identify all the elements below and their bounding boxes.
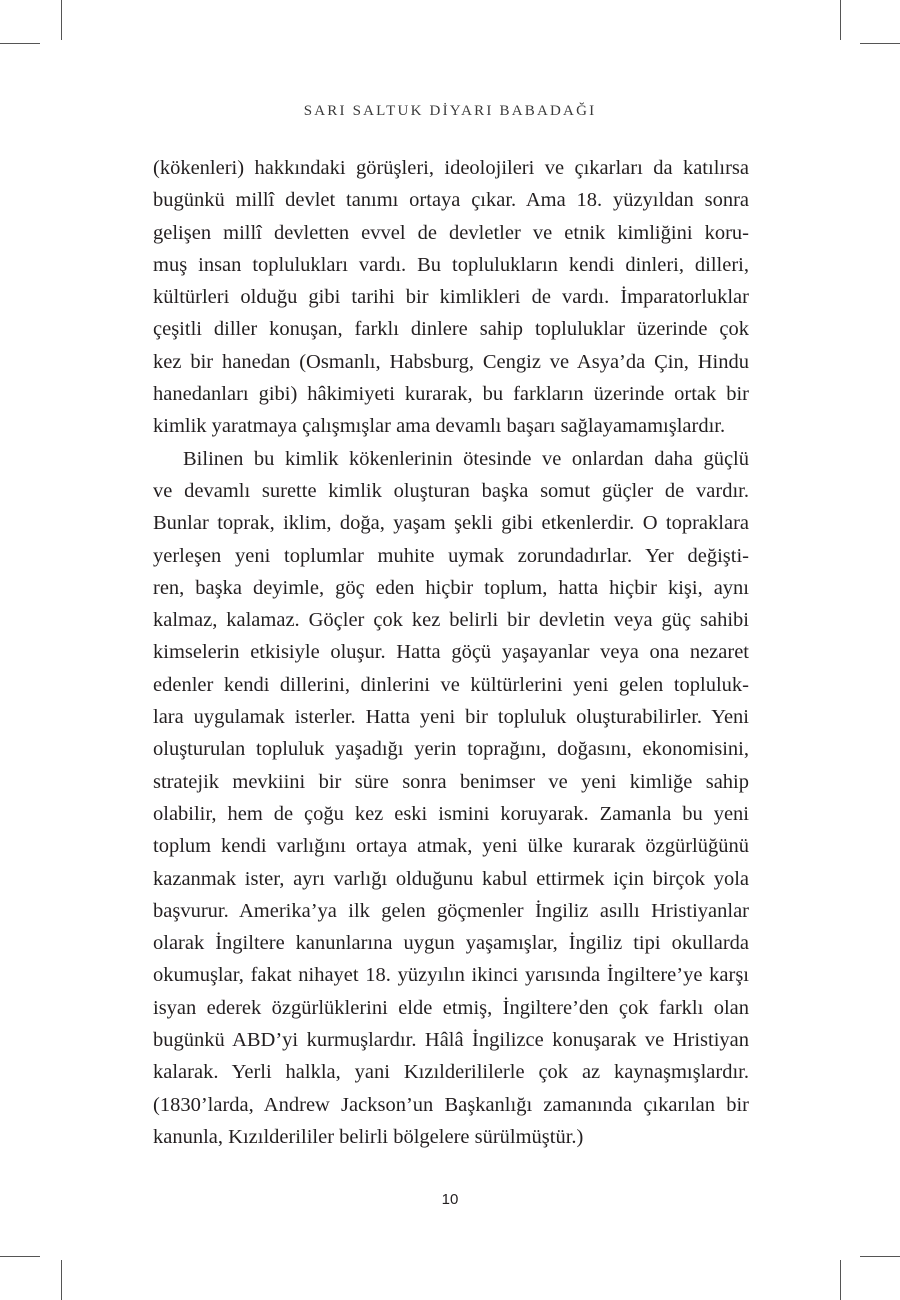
text-line: olarak İngiltere kanunlarına uygun yaşamışlar, İngiliz tipi okullarda: [153, 932, 749, 955]
crop-mark: [61, 1260, 62, 1300]
text-line: Bunlar toprak, iklim, doğa, yaşam şekli gibi etkenlerdir. O topraklara: [153, 512, 749, 535]
crop-mark: [0, 43, 40, 44]
text-line: çeşitli diller konuşan, farklı dinlere sahip topluluklar üzerinde çok: [153, 318, 749, 341]
text-line: isyan ederek özgürlüklerini elde etmiş, İngiltere’den çok farklı olan: [153, 996, 749, 1019]
body-text: [153, 152, 749, 1153]
page-number: 10: [441, 1191, 459, 1208]
text-line: bugünkü millî devlet tanımı ortaya çıkar. Ama 18. yüzyıldan sonra: [153, 189, 749, 212]
crop-mark: [840, 1260, 841, 1300]
text-line: kültürleri olduğu gibi tarihi bir kimlikleri de vardı. İmparatorluklar: [153, 286, 749, 309]
text-line: kimlik yaratmaya çalışmışlar ama devamlı başarı sağlayamamışlardır.: [153, 415, 726, 438]
text-line: kazanmak ister, ayrı varlığı olduğunu kabul ettirmek için birçok yola: [153, 867, 749, 890]
text-line: hanedanları gibi) hâkimiyeti kurarak, bu farkların üzerinde ortak bir: [153, 383, 749, 406]
text-line: başvurur. Amerika’ya ilk gelen göçmenler İngiliz asıllı Hristiyanlar: [153, 899, 749, 922]
crop-mark: [860, 43, 900, 44]
text-line: bugünkü ABD’yi kurmuşlardır. Hâlâ İngilizce konuşarak ve Hristiyan: [153, 1029, 749, 1052]
text-line: kez bir hanedan (Osmanlı, Habsburg, Cengiz ve Asya’da Çin, Hindu: [153, 350, 749, 373]
text-line: (kökenleri) hakkındaki görüşleri, ideolojileri ve çıkarları da katılırsa: [153, 157, 749, 179]
paragraph: [153, 152, 749, 443]
text-line: oluşturulan topluluk yaşadığı yerin toprağını, doğasını, ekonomisini,: [153, 738, 749, 761]
text-line: Bilinen bu kimlik kökenlerinin ötesinde ve onlardan daha güçlü: [183, 447, 749, 470]
text-line: olabilir, hem de çoğu kez eski ismini koruyarak. Zamanla bu yeni: [153, 802, 749, 825]
text-line: yerleşen yeni toplumlar muhite uymak zorundadırlar. Yer değişti-: [153, 544, 749, 567]
text-line: ve devamlı surette kimlik oluşturan başka somut güçler de vardır.: [153, 479, 749, 502]
text-line: ren, başka deyimle, göç eden hiçbir toplum, hatta hiçbir kişi, aynı: [153, 576, 749, 599]
text-line: edenler kendi dillerini, dinlerini ve kültürlerini yeni gelen topluluk-: [153, 673, 749, 696]
text-line: stratejik mevkiini bir süre sonra benimser ve yeni kimliğe sahip: [153, 770, 749, 793]
crop-mark: [860, 1256, 900, 1257]
text-line: (1830’larda, Andrew Jackson’un Başkanlığı zamanında çıkarılan bir: [153, 1093, 749, 1116]
text-line: okumuşlar, fakat nihayet 18. yüzyılın ikinci yarısında İngiltere’ye karşı: [153, 964, 749, 987]
text-line: muş insan toplulukları vardı. Bu toplulukların kendi dinleri, dilleri,: [153, 253, 749, 276]
crop-mark: [840, 0, 841, 40]
paragraph: [153, 443, 749, 1154]
text-line: kalmaz, kalamaz. Göçler çok kez belirli bir devletin veya güç sahibi: [153, 609, 749, 632]
text-line: toplum kendi varlığını ortaya atmak, yeni ülke kurarak özgürlüğünü: [153, 835, 749, 858]
crop-mark: [0, 1256, 40, 1257]
text-line: lara uygulamak isterler. Hatta yeni bir topluluk oluşturabilirler. Yeni: [153, 706, 749, 729]
crop-mark: [61, 0, 62, 40]
text-line: gelişen millî devletten evvel de devletler ve etnik kimliğini koru-: [153, 221, 749, 244]
text-line: kanunla, Kızılderililer belirli bölgelere sürülmüştür.): [153, 1125, 584, 1148]
text-line: kimselerin etkisiyle oluşur. Hatta göçü yaşayanlar veya ona nezaret: [153, 641, 749, 664]
text-line: kalarak. Yerli halkla, yani Kızılderililerle çok az kaynaşmışlardır.: [153, 1061, 749, 1084]
running-head: SARI SALTUK DİYARI BABADAĞI: [303, 103, 597, 119]
